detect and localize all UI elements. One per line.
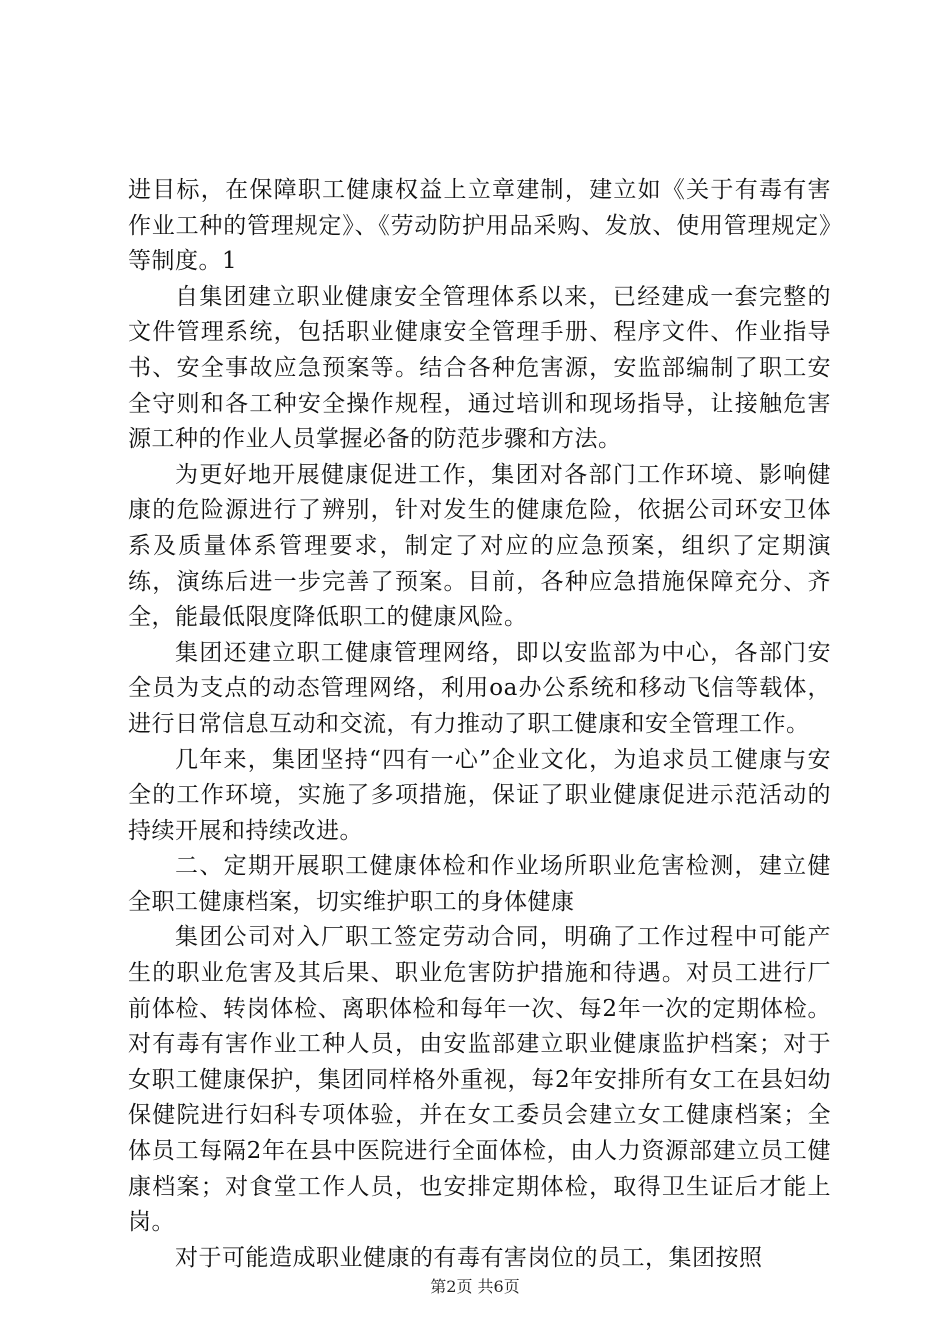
document-body [128, 173, 831, 1276]
paragraph-health-checkups: 集团公司对入厂职工签定劳动合同，明确了工作过程中可能产生的职业危害及其后果、职业危害防护措施和待遇。对员工进行厂前体检、转岗体检、离职体检和每年一次、每2年一次的定期体检。对有毒有害作业工种人员，由安监部建立职业健康监护档案；对于女职工健康保护，集团同样格外重视，每2年安排所有女工在县妇幼保健院进行妇科专项体验，并在女工委员会建立女工健康档案；全体员工每隔2年在县中医院进行全面体检，由人力资源部建立员工健康档案；对食堂工作人员，也安排定期体检，取得卫生证后才能上岗。 [128, 924, 831, 1236]
paragraph-hazardous-posts: 对于可能造成职业健康的有毒有害岗位的员工，集团按照 [175, 1244, 763, 1271]
page-number-footer: 第2页 共6页 [430, 1277, 520, 1296]
paragraph-management-system: 自集团建立职业健康安全管理体系以来，已经建成一套完整的文件管理系统，包括职业健康安全管理手册、程序文件、作业指导书、安全事故应急预案等。结合各种危害源，安监部编制了职工安全守则和各工种安全操作规程，通过培训和现场指导，让接触危害源工种的作业人员掌握必备的防范步骤和方法。 [128, 283, 831, 453]
paragraph-continuation: 进目标，在保障职工健康权益上立章建制，建立如《关于有毒有害作业工种的管理规定》、《劳动防护用品采购、发放、使用管理规定》等制度。1 [128, 177, 831, 275]
section-heading-two: 二、定期开展职工健康体检和作业场所职业危害检测，建立健全职工健康档案，切实维护职工的身体健康 [128, 853, 831, 915]
paragraph-corporate-culture: 几年来，集团坚持“四有一心”企业文化，为追求员工健康与安全的工作环境，实施了多项措施，保证了职业健康促进示范活动的持续开展和持续改进。 [128, 746, 831, 844]
paragraph-health-promotion: 为更好地开展健康促进工作，集团对各部门工作环境、影响健康的危险源进行了辨别，针对发生的健康危险，依据公司环安卫体系及质量体系管理要求，制定了对应的应急预案，组织了定期演练，演练后进一步完善了预案。目前，各种应急措施保障充分、齐全，能最低限度降低职工的健康风险。 [128, 461, 831, 631]
paragraph-health-network: 集团还建立职工健康管理网络，即以安监部为中心，各部门安全员为支点的动态管理网络，利用oa办公系统和移动飞信等载体，进行日常信息互动和交流，有力推动了职工健康和安全管理工作。 [128, 639, 831, 737]
